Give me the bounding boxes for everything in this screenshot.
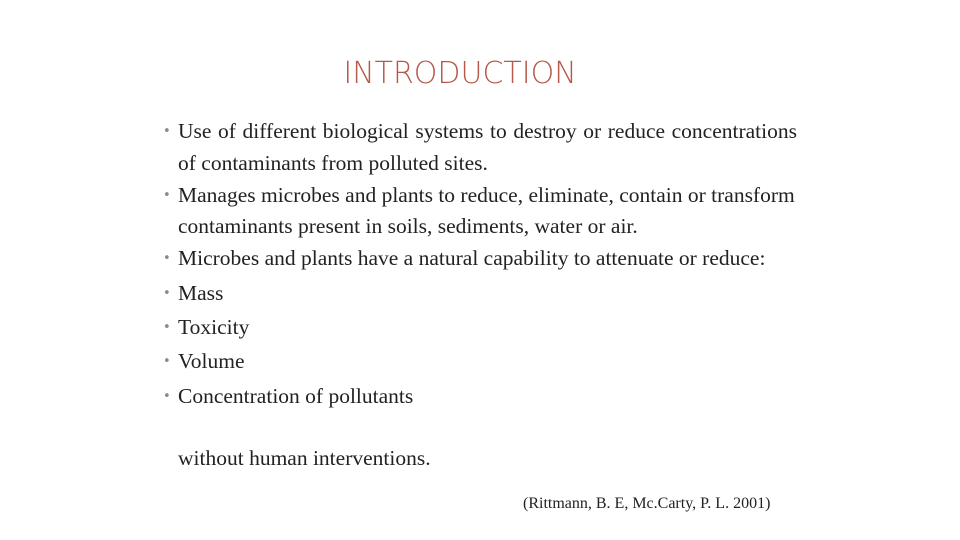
bullet-list [160, 116, 797, 413]
bullet-item [160, 381, 797, 413]
bullet-text: Microbes and plants have a natural capability to attenuate or reduce: [178, 246, 766, 271]
bullet-dot-icon: • [163, 319, 171, 335]
citation: (Rittmann, B. E, Mc.Carty, P. L. 2001) [523, 495, 771, 512]
bullet-item [160, 312, 797, 344]
bullet-item [160, 243, 797, 275]
bullet-item [160, 180, 797, 244]
bullet-dot-icon: • [163, 354, 171, 370]
bullet-item [160, 116, 797, 180]
bullet-item [160, 346, 797, 378]
bullet-text: Toxicity [178, 314, 250, 339]
slide-title: INTRODUCTION [343, 56, 577, 91]
bullet-dot-icon: • [163, 187, 171, 203]
bullet-item [160, 278, 797, 310]
bullet-text: Mass [178, 280, 224, 305]
bullet-dot-icon: • [163, 388, 171, 404]
bullet-dot-icon: • [163, 251, 171, 267]
bullet-text: Concentration of pollutants [178, 383, 414, 408]
bullet-dot-icon: • [163, 124, 171, 139]
bullet-text: Manages microbes and plants to reduce, eliminate, contain or transform contaminants present in soils, sediments, water or air. [178, 182, 795, 239]
bullet-text: Use of different biological systems to destroy or reduce concentrations of contaminants from polluted sites. [178, 119, 797, 175]
bullet-dot-icon: • [163, 285, 171, 301]
bullet-text: Volume [178, 349, 245, 374]
continuation-text: without human interventions. [178, 446, 431, 470]
